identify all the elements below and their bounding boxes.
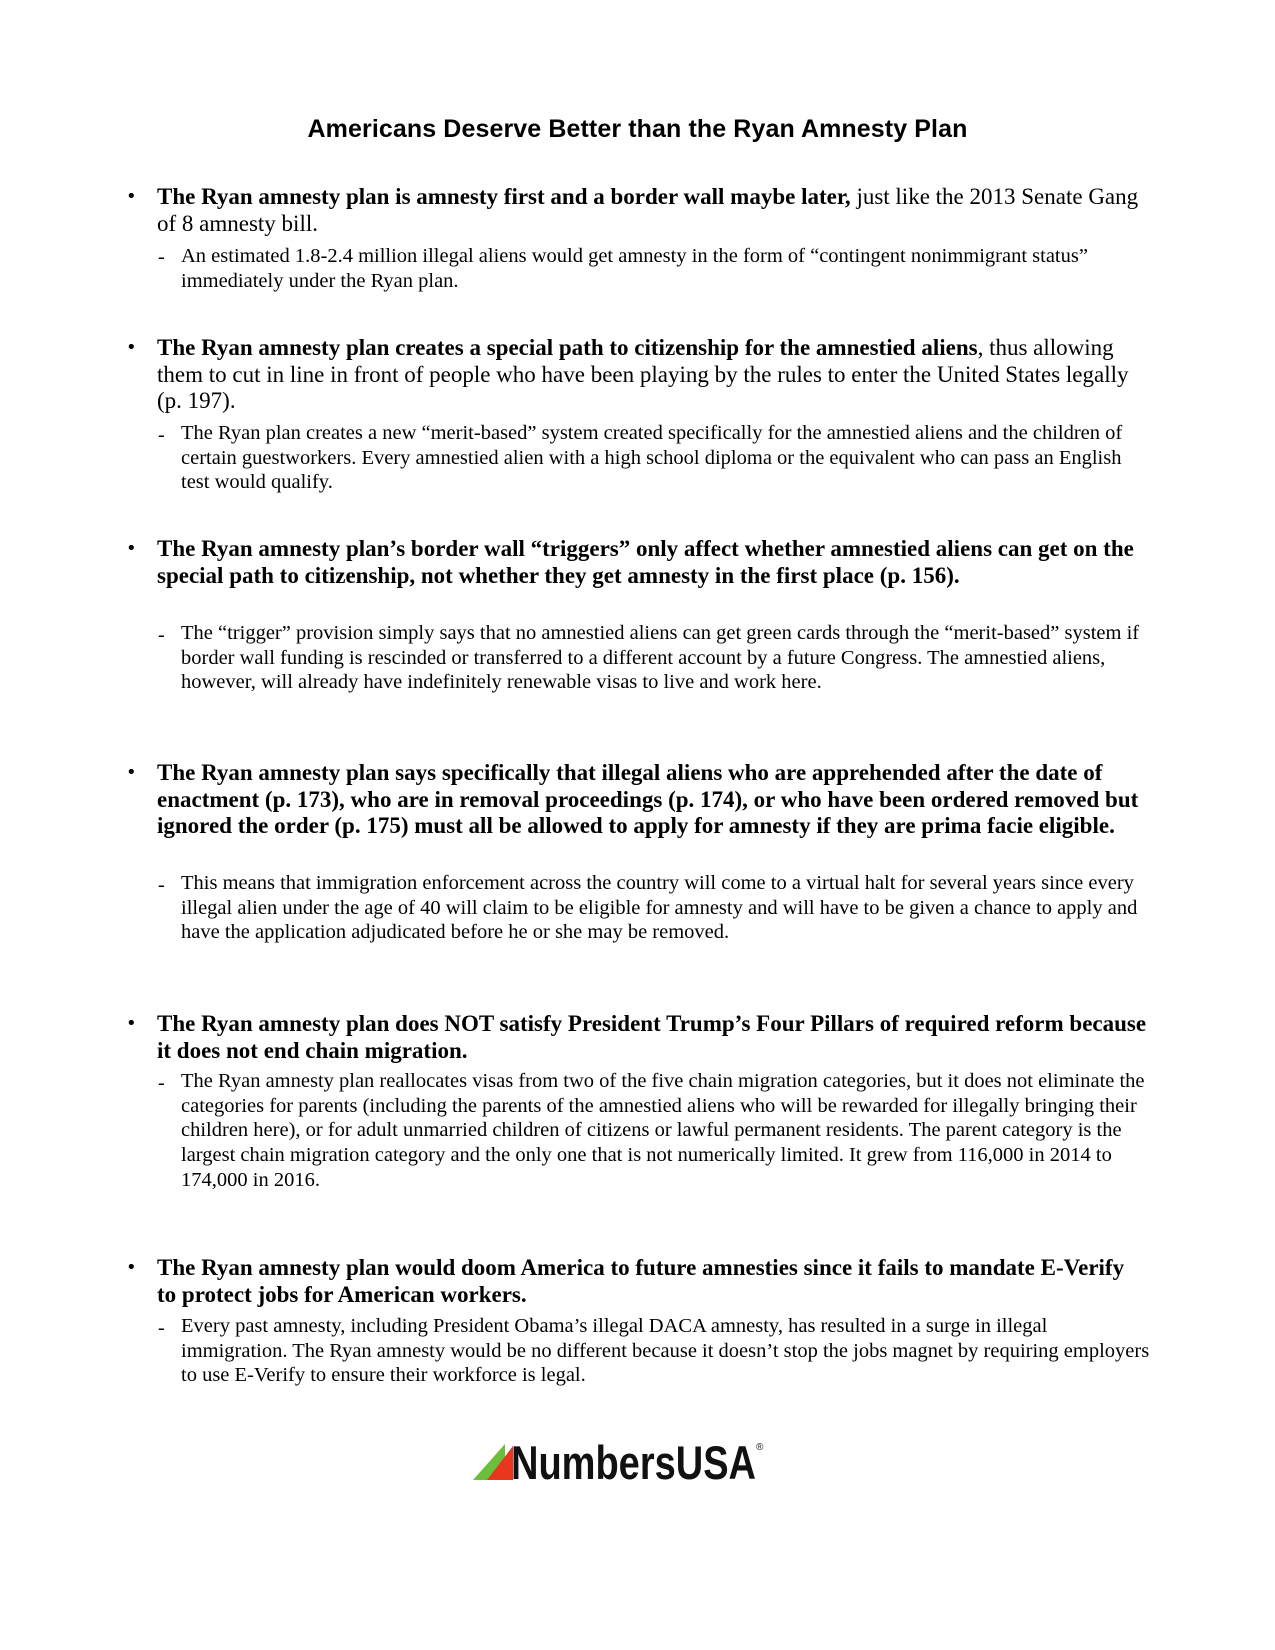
bullet-heading: [157, 1255, 1147, 1308]
dash-marker: -: [158, 1317, 165, 1339]
dash-marker: -: [158, 874, 165, 896]
bullet-heading-bold: The Ryan amnesty plan’s border wall “triggers” only affect whether amnestied aliens can get on the special path to citizenship, not whether they get amnesty in the first place (p. 156).: [157, 536, 1134, 588]
bullet-heading: [157, 760, 1147, 840]
bullet-heading-bold: The Ryan amnesty plan says specifically that illegal aliens who are apprehended after the date of enactment (p. 173), who are in removal proceedings (p. 174), or who have been ordered removed but ignored the order (p. 175) must all be allowed to apply for amnesty if they are prima facie eligible.: [157, 760, 1139, 838]
bullet-detail: Every past amnesty, including President Obama’s illegal DACA amnesty, has resulted in a surge in illegal immigration. The Ryan amnesty would be no different because it doesn’t stop the jobs magnet by requiring employers to use E-Verify to ensure their workforce is legal.: [181, 1315, 1150, 1387]
bullet-heading: [157, 1011, 1147, 1064]
bullet-marker: •: [126, 1013, 137, 1034]
bullet-heading: [157, 536, 1147, 589]
bullet-heading: [157, 184, 1147, 237]
bullet-marker: •: [126, 762, 137, 783]
bullet-heading-bold: The Ryan amnesty plan is amnesty first and a border wall maybe later,: [157, 184, 851, 209]
dash-marker: -: [158, 624, 165, 646]
bullet-marker: •: [126, 538, 137, 559]
page-title: Americans Deserve Better than the Ryan Amnesty Plan: [307, 115, 968, 143]
bullet-detail: The Ryan plan creates a new “merit-based” system created specifically for the amnestied aliens and the children of certain guestworkers. Every amnestied alien with a high school diploma or the equivalent who can pass an English test would qualify.: [181, 422, 1123, 494]
bullet-heading-rest: just like the 2013 Senate Gang of 8 amnesty bill.: [157, 184, 1139, 236]
bullet-detail: An estimated 1.8-2.4 million illegal aliens would get amnesty in the form of “contingent nonimmigrant status” immediately under the Ryan plan.: [181, 245, 1088, 292]
bullet-detail: This means that immigration enforcement across the country will come to a virtual halt for several years since every illegal alien under the age of 40 will claim to be eligible for amnesty and will have to be given a chance to apply and have the application adjudicated before he or she may be removed.: [181, 872, 1138, 944]
bullet-marker: •: [126, 1257, 137, 1278]
bullet-heading-bold: The Ryan amnesty plan does NOT satisfy President Trump’s Four Pillars of required reform because it does not end chain migration.: [157, 1011, 1147, 1063]
bullet-heading-rest: , thus allowing them to cut in line in front of people who have been playing by the rules to enter the United States legally (p. 197).: [157, 335, 1129, 413]
bullet-detail: The “trigger” provision simply says that no amnestied aliens can get green cards through the “merit-based” system if border wall funding is rescinded or transferred to a different account by a future Congress. The amnestied aliens, however, will already have indefinitely renewable visas to live and work here.: [181, 622, 1140, 694]
bullet-marker: •: [126, 186, 137, 207]
dash-marker: -: [158, 246, 165, 268]
dash-marker: -: [158, 1072, 165, 1094]
logo-registered-mark: ®: [756, 1442, 764, 1453]
bullet-heading-bold: The Ryan amnesty plan creates a special path to citizenship for the amnestied aliens: [157, 335, 978, 360]
bullet-marker: •: [126, 337, 137, 358]
bullet-detail: The Ryan amnesty plan reallocates visas from two of the five chain migration categories, but it does not eliminate the categories for parents (including the parents of the amnestied aliens who will be rewarded for illegally bringing their children here), or for adult unmarried children of citizens or lawful permanent residents. The parent category is the largest chain migration category and the only one that is not numerically limited. It grew from 116,000 in 2014 to 174,000 in 2016.: [181, 1070, 1145, 1191]
bullet-heading: [157, 335, 1147, 415]
numbersusa-logo: [473, 1436, 773, 1486]
dash-marker: -: [158, 424, 165, 446]
logo-wordmark: NumbersUSA: [511, 1436, 756, 1486]
bullet-heading-bold: The Ryan amnesty plan would doom America to future amnesties since it fails to mandate E-Verify to protect jobs for American workers.: [157, 1255, 1125, 1307]
